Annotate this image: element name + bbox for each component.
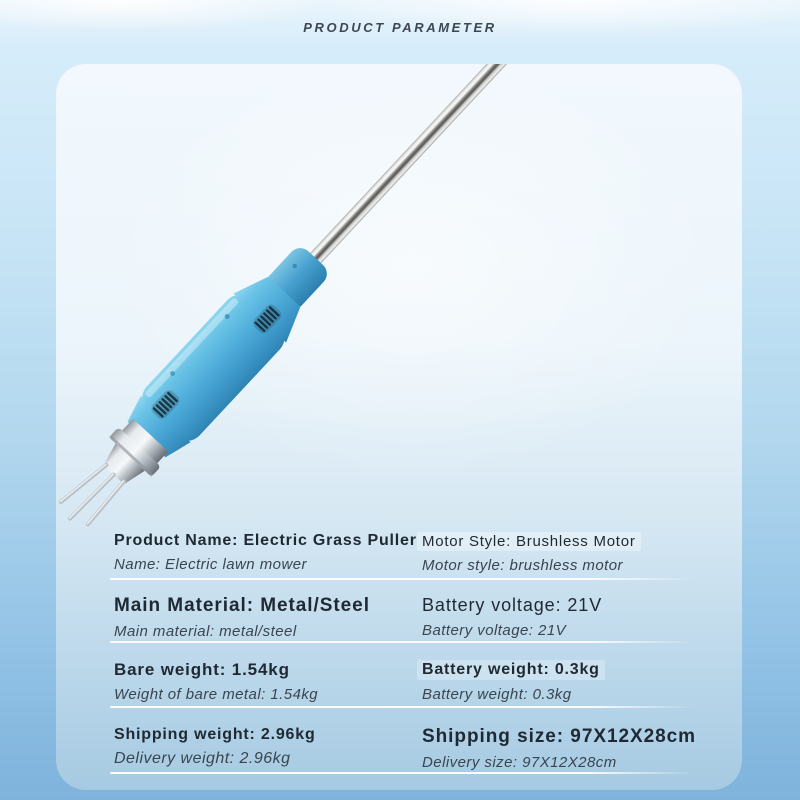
spec-subtitle: Motor style: brushless motor [422, 557, 623, 575]
spec-main-material [114, 595, 370, 640]
stainless-steel-shaft [297, 64, 508, 278]
spec-shipping-size [422, 726, 696, 771]
spec-title: Motor Style: Brushless Motor [417, 532, 641, 551]
spec-row-4 [110, 726, 697, 776]
prong-highlight [60, 459, 105, 507]
spec-title: Product Name: Electric Grass Puller [114, 532, 417, 549]
spec-row-3 [110, 660, 694, 710]
spec-subtitle: Weight of bare metal: 1.54kg [114, 685, 319, 703]
spec-title: Bare weight: 1.54kg [114, 660, 290, 679]
spec-row-2 [110, 595, 694, 645]
product-card [56, 64, 742, 790]
spec-title: Main Material: Metal/Steel [114, 595, 370, 616]
spec-title: Shipping size: 97X12X28cm [422, 726, 697, 747]
spec-row-1 [110, 532, 694, 582]
spec-subtitle: Delivery size: 97X12X28cm [422, 753, 617, 771]
spec-subtitle: Battery voltage: 21V [422, 621, 567, 639]
prong-highlight [70, 473, 114, 520]
spec-subtitle: Main material: metal/steel [114, 622, 297, 640]
spec-motor-style [422, 532, 641, 574]
spec-battery-voltage [422, 595, 602, 639]
spec-subtitle: Delivery weight: 2.96kg [114, 750, 291, 768]
spec-title: Shipping weight: 2.96kg [114, 726, 316, 743]
spec-battery-weight [422, 660, 605, 703]
row-divider [110, 578, 694, 580]
row-divider [110, 706, 694, 708]
spec-title: Battery voltage: 21V [422, 595, 603, 615]
spec-product-name [114, 532, 417, 573]
spec-title: Battery weight: 0.3kg [417, 660, 605, 680]
page-title: PRODUCT PARAMETER [303, 20, 497, 35]
spec-bare-weight [114, 660, 318, 703]
row-divider [110, 772, 694, 774]
row-divider [110, 641, 694, 643]
spec-subtitle: Battery weight: 0.3kg [422, 686, 572, 704]
spec-subtitle: Name: Electric lawn mower [114, 556, 307, 574]
spec-shipping-weight [114, 726, 316, 768]
